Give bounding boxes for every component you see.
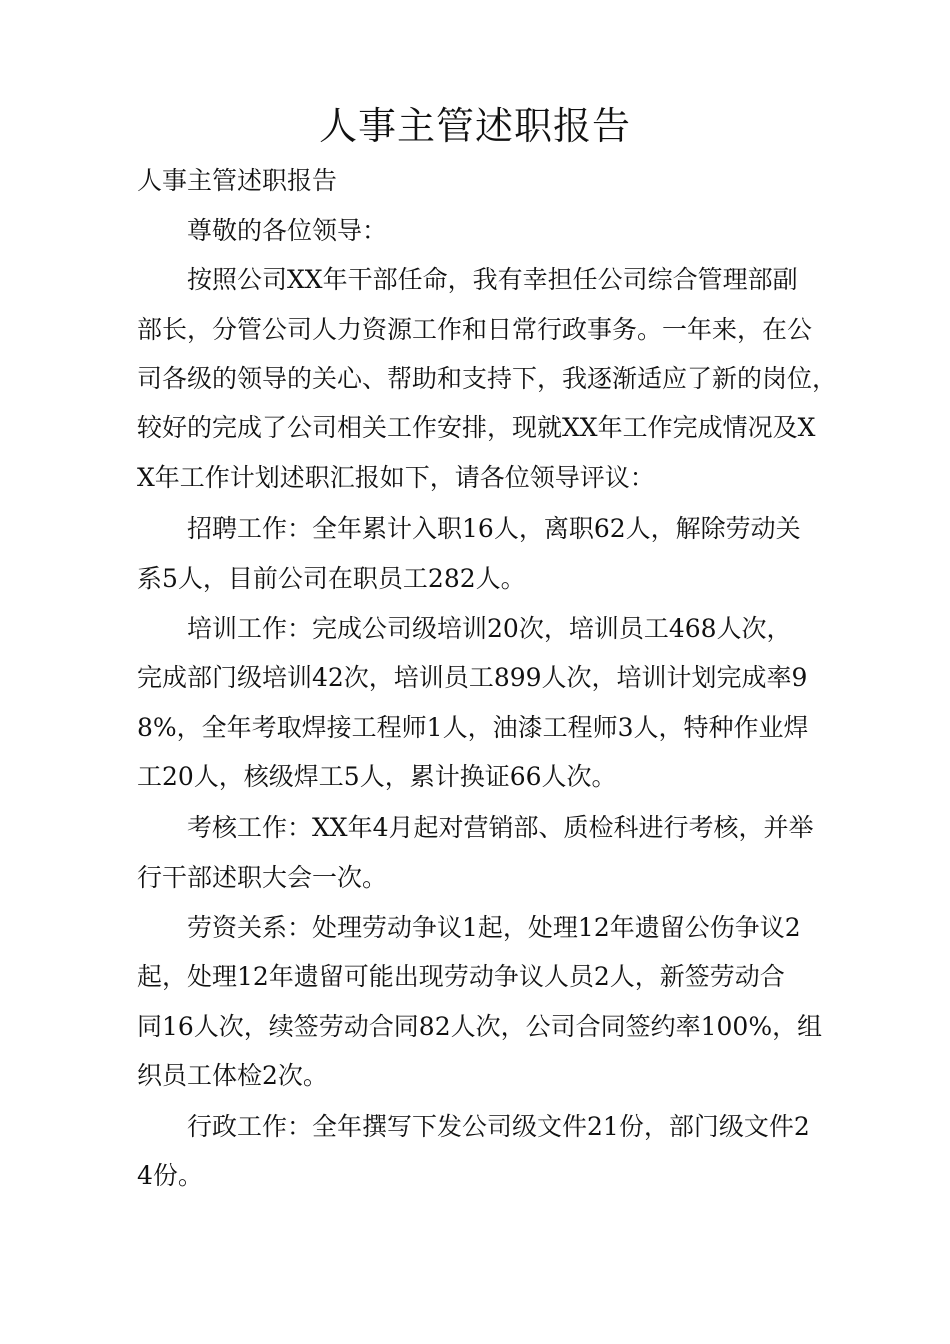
paragraph-line: 部长，分管公司人力资源工作和日常行政事务。一年来，在公: [137, 315, 813, 344]
document-subtitle: 人事主管述职报告: [137, 166, 338, 195]
document-title: 人事主管述职报告: [318, 104, 631, 148]
salutation: 尊敬的各位领导：: [187, 216, 388, 245]
paragraph-line: 8%，全年考取焊接工程师1人，油漆工程师3人，特种作业焊: [137, 713, 809, 742]
paragraph-line: 司各级的领导的关心、帮助和支持下，我逐渐适应了新的岗位，: [137, 364, 838, 393]
paragraph-line: 行干部述职大会一次。: [137, 863, 388, 892]
paragraph-line: X年工作计划述职汇报如下，请各位领导评议：: [137, 463, 655, 492]
paragraph-line: 工20人，核级焊工5人，累计换证66人次。: [137, 762, 617, 791]
paragraph-line: 招聘工作：全年累计入职16人，离职62人，解除劳动关: [187, 514, 801, 543]
paragraph-line: 行政工作：全年撰写下发公司级文件21份，部门级文件2: [187, 1112, 810, 1141]
paragraph-line: 培训工作：完成公司级培训20次，培训员工468人次，: [187, 614, 792, 643]
paragraph-line: 按照公司XX年干部任命，我有幸担任公司综合管理部副: [187, 265, 798, 294]
paragraph-line: 系5人，目前公司在职员工282人。: [137, 564, 526, 593]
paragraph-line: 较好的完成了公司相关工作安排，现就XX年工作完成情况及X: [137, 413, 816, 442]
paragraph-line: 劳资关系：处理劳动争议1起，处理12年遗留公伤争议2: [187, 913, 801, 942]
paragraph-line: 完成部门级培训42次，培训员工899人次，培训计划完成率9: [137, 663, 808, 692]
paragraph-line: 织员工体检2次。: [137, 1061, 328, 1090]
paragraph-line: 起，处理12年遗留可能出现劳动争议人员2人，新签劳动合: [137, 962, 785, 991]
paragraph-line: 考核工作：XX年4月起对营销部、质检科进行考核，并举: [187, 813, 814, 842]
paragraph-line: 同16人次，续签劳动合同82人次，公司合同签约率100%，组: [137, 1012, 823, 1041]
paragraph-line: 4份。: [137, 1161, 203, 1190]
